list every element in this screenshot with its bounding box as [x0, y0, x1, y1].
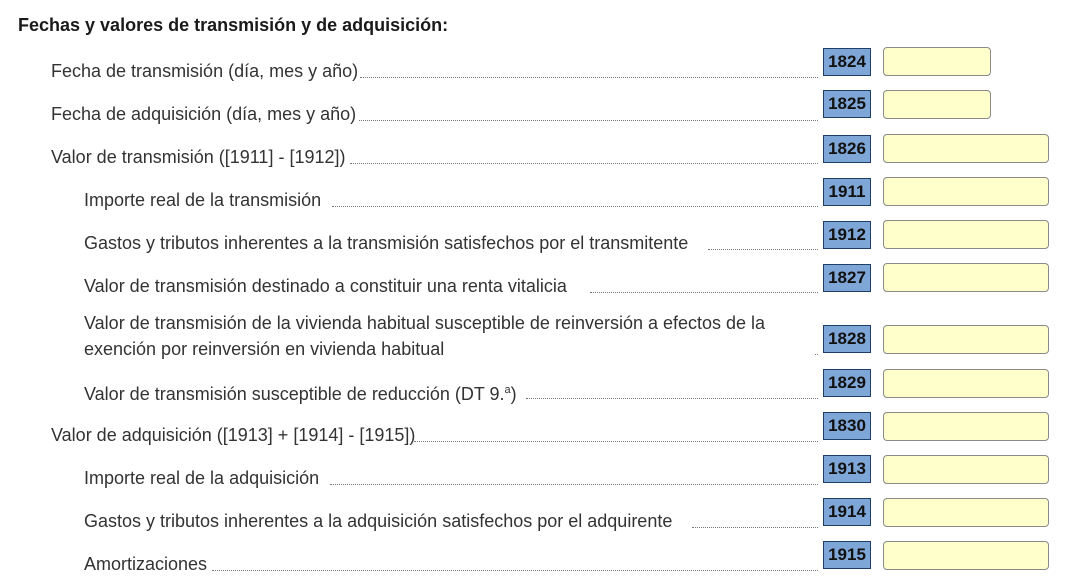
box-code: 1915: [823, 541, 871, 569]
field-1826[interactable]: [883, 134, 1049, 163]
field-1911[interactable]: [883, 177, 1049, 206]
field-1912[interactable]: [883, 220, 1049, 249]
field-1913[interactable]: [883, 455, 1049, 484]
box-code: 1829: [823, 369, 871, 397]
field-1830[interactable]: [883, 412, 1049, 441]
leader-dots: [708, 249, 818, 250]
field-1825[interactable]: [883, 90, 991, 119]
leader-dots: [330, 484, 818, 485]
field-1827[interactable]: [883, 263, 1049, 292]
box-code: 1913: [823, 455, 871, 483]
leader-dots: [332, 206, 818, 207]
box-code: 1824: [823, 48, 871, 76]
row-label: Importe real de la adquisición: [84, 468, 320, 488]
leader-dots: [692, 527, 818, 528]
box-code: 1828: [823, 325, 871, 353]
field-1828[interactable]: [883, 325, 1049, 354]
box-code: 1827: [823, 264, 871, 292]
leader-dots: [359, 120, 818, 121]
box-code: 1826: [823, 135, 871, 163]
leader-dots: [815, 354, 818, 355]
leader-dots: [590, 292, 818, 293]
leader-dots: [526, 398, 818, 399]
field-1914[interactable]: [883, 498, 1049, 527]
box-code: 1912: [823, 221, 871, 249]
row-label: Importe real de la transmisión: [84, 190, 322, 210]
row-label: Gastos y tributos inherentes a la transmisión satisfechos por el transmitente: [84, 233, 689, 253]
field-1915[interactable]: [883, 541, 1049, 570]
section-title: Fechas y valores de transmisión y de adquisición:: [18, 15, 449, 35]
box-code: 1830: [823, 412, 871, 440]
row-label: Fecha de adquisición (día, mes y año): [51, 104, 357, 124]
row-label: Valor de transmisión susceptible de reducción (DT 9.$^a$): [84, 384, 517, 404]
leader-dots: [360, 77, 818, 78]
box-code: 1911: [823, 178, 871, 206]
row-label: Gastos y tributos inherentes a la adquisición satisfechos por el adquirente: [84, 511, 673, 531]
leader-dots: [350, 163, 818, 164]
row-label: Fecha de transmisión (día, mes y año): [51, 61, 359, 81]
leader-dots: [212, 570, 818, 571]
box-code: 1914: [823, 498, 871, 526]
row-label: Valor de transmisión destinado a constituir una renta vitalicia: [84, 276, 567, 296]
row-label: Amortizaciones: [84, 554, 208, 574]
field-1824[interactable]: [883, 47, 991, 76]
box-code: 1825: [823, 90, 871, 118]
leader-dots: [414, 441, 818, 442]
row-label: Valor de transmisión de la vivienda habitual susceptible de reinversión a efectos de la exención por reinversión en vivienda habitual: [84, 313, 766, 359]
field-1829[interactable]: [883, 369, 1049, 398]
row-label: Valor de adquisición ([1913] + [1914] - [1915]): [51, 425, 416, 445]
row-label: Valor de transmisión ([1911] - [1912]): [51, 147, 346, 167]
